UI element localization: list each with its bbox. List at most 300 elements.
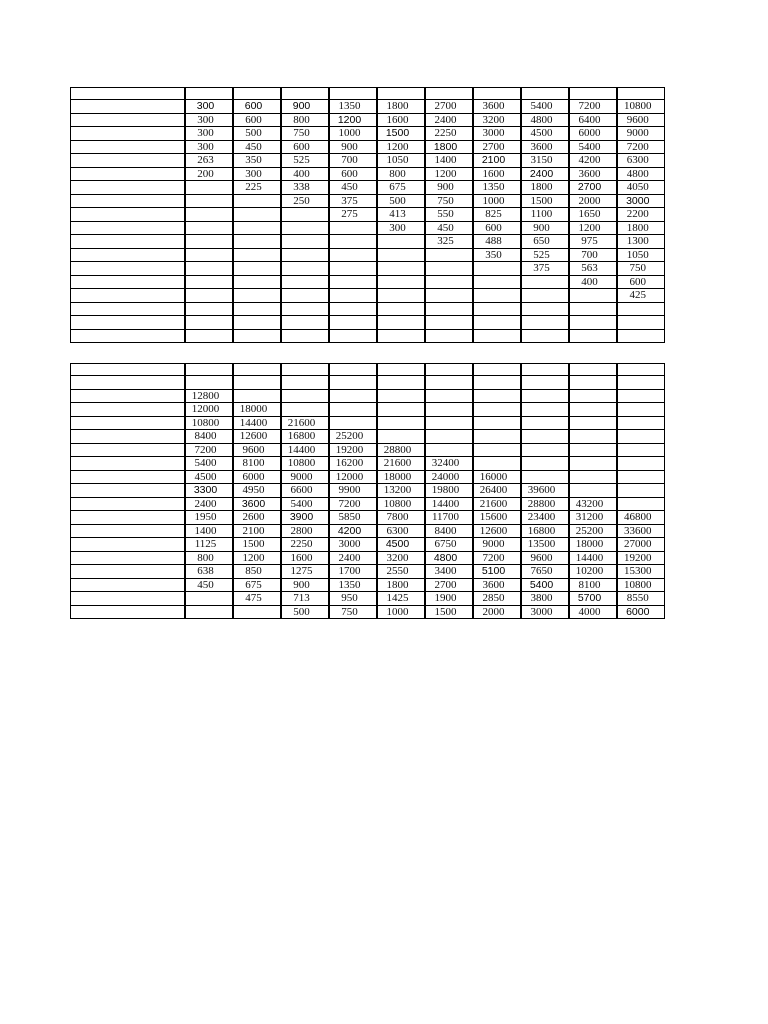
table-cell: [329, 364, 377, 376]
table-cell: [569, 316, 617, 330]
table-cell: [521, 316, 569, 330]
table-cell: 2400: [185, 497, 233, 511]
table-cell: [569, 416, 617, 430]
table-cell: [233, 376, 281, 390]
table-cell: [569, 443, 617, 457]
row-label-cell: [71, 511, 185, 525]
table-cell: [281, 316, 329, 330]
table-cell: 10800: [377, 497, 425, 511]
table-cell: 7200: [569, 100, 617, 114]
table-cell: 2400: [521, 167, 569, 181]
table-cell: [569, 376, 617, 390]
table-cell: 6750: [425, 538, 473, 552]
table-cell: [617, 403, 665, 417]
table-cell: 750: [329, 605, 377, 619]
table-cell: 375: [521, 262, 569, 276]
table-cell: [617, 470, 665, 484]
table-cell: 1400: [425, 154, 473, 168]
table-cell: 1000: [473, 194, 521, 208]
row-label-cell: [71, 443, 185, 457]
table-cell: 975: [569, 235, 617, 249]
table-cell: 4500: [377, 538, 425, 552]
table-cell: [425, 262, 473, 276]
table-row: [71, 376, 665, 390]
table-cell: 12000: [329, 470, 377, 484]
table-cell: 1350: [329, 100, 377, 114]
table-cell: 650: [521, 235, 569, 249]
table-cell: 5700: [569, 592, 617, 606]
table-cell: 750: [425, 194, 473, 208]
table-cell: 4800: [617, 167, 665, 181]
table-cell: [425, 302, 473, 316]
table-cell: 9600: [617, 113, 665, 127]
table-cell: 900: [281, 100, 329, 114]
table-cell: 3400: [425, 565, 473, 579]
table-cell: 8100: [569, 578, 617, 592]
table-cell: [569, 470, 617, 484]
table-cell: 21600: [473, 497, 521, 511]
row-label-cell: [71, 497, 185, 511]
table-cell: [521, 443, 569, 457]
table-cell: [281, 235, 329, 249]
row-label-cell: [71, 364, 185, 376]
table-cell: [329, 302, 377, 316]
table-cell: 675: [377, 181, 425, 195]
table-cell: [281, 88, 329, 100]
table-cell: 300: [185, 140, 233, 154]
table-cell: 450: [185, 578, 233, 592]
table-cell: 4800: [521, 113, 569, 127]
table-cell: 1600: [281, 551, 329, 565]
table-row: [71, 289, 665, 303]
table-cell: 9000: [473, 538, 521, 552]
table-row: [71, 221, 665, 235]
table-cell: 1500: [377, 127, 425, 141]
table-cell: [425, 329, 473, 343]
table-cell: 3000: [617, 194, 665, 208]
table-cell: [281, 289, 329, 303]
table-cell: 2200: [617, 208, 665, 222]
table-cell: 800: [281, 113, 329, 127]
table-cell: [233, 88, 281, 100]
table-cell: [281, 403, 329, 417]
table-cell: [185, 275, 233, 289]
table-row: [71, 154, 665, 168]
table-row: [71, 88, 665, 100]
table-row: [71, 140, 665, 154]
row-label-cell: [71, 592, 185, 606]
table-cell: 16200: [329, 457, 377, 471]
table-cell: [473, 443, 521, 457]
table-cell: 1950: [185, 511, 233, 525]
table-row: [71, 416, 665, 430]
table-cell: 16000: [473, 470, 521, 484]
table-cell: 7200: [329, 497, 377, 511]
table-cell: 2100: [473, 154, 521, 168]
table-cell: 4000: [569, 605, 617, 619]
table-cell: 8400: [425, 524, 473, 538]
table-cell: 800: [377, 167, 425, 181]
table-cell: 1800: [377, 578, 425, 592]
table-cell: [329, 235, 377, 249]
row-label-cell: [71, 484, 185, 498]
table-cell: [329, 221, 377, 235]
row-label-cell: [71, 113, 185, 127]
table-cell: 1000: [329, 127, 377, 141]
table-cell: [185, 262, 233, 276]
table-cell: [473, 430, 521, 444]
row-label-cell: [71, 248, 185, 262]
table-cell: 11700: [425, 511, 473, 525]
table-cell: 2700: [425, 578, 473, 592]
table-cell: 2250: [281, 538, 329, 552]
table-cell: [569, 364, 617, 376]
table-cell: 39600: [521, 484, 569, 498]
table-cell: 10800: [281, 457, 329, 471]
table-cell: 1900: [425, 592, 473, 606]
table-cell: 10800: [617, 578, 665, 592]
table-cell: 2700: [569, 181, 617, 195]
table-cell: 7200: [185, 443, 233, 457]
table-cell: [377, 248, 425, 262]
table-cell: 900: [329, 140, 377, 154]
table-row: [71, 208, 665, 222]
table-row: [71, 194, 665, 208]
table-cell: 13200: [377, 484, 425, 498]
table-cell: [617, 88, 665, 100]
table-cell: 500: [377, 194, 425, 208]
table-cell: [617, 484, 665, 498]
table-cell: 5400: [521, 578, 569, 592]
table-cell: 8550: [617, 592, 665, 606]
row-label-cell: [71, 430, 185, 444]
table-row: [71, 578, 665, 592]
table-row: [71, 235, 665, 249]
table-cell: 2100: [233, 524, 281, 538]
row-label-cell: [71, 329, 185, 343]
table-cell: [569, 329, 617, 343]
table-cell: [569, 403, 617, 417]
table-cell: 5850: [329, 511, 377, 525]
table-cell: [425, 88, 473, 100]
table-cell: 1650: [569, 208, 617, 222]
table-cell: [185, 605, 233, 619]
table-cell: [233, 364, 281, 376]
table-cell: 9600: [521, 551, 569, 565]
table-cell: 27000: [617, 538, 665, 552]
table-cell: 25200: [329, 430, 377, 444]
row-label-cell: [71, 235, 185, 249]
table-cell: 300: [233, 167, 281, 181]
table-cell: [425, 416, 473, 430]
table-cell: [185, 329, 233, 343]
table-cell: 4200: [329, 524, 377, 538]
table-cell: [617, 316, 665, 330]
table-cell: 1800: [425, 140, 473, 154]
row-label-cell: [71, 262, 185, 276]
table-cell: [473, 389, 521, 403]
table-cell: [521, 376, 569, 390]
table-cell: 600: [233, 100, 281, 114]
table-cell: 10200: [569, 565, 617, 579]
table-cell: 18000: [377, 470, 425, 484]
table-cell: 10800: [185, 416, 233, 430]
table-cell: 675: [233, 578, 281, 592]
table-cell: [521, 275, 569, 289]
table-cell: 43200: [569, 497, 617, 511]
row-label-cell: [71, 470, 185, 484]
table-cell: [521, 416, 569, 430]
row-label-cell: [71, 127, 185, 141]
table-cell: [281, 389, 329, 403]
table-cell: [473, 416, 521, 430]
table-cell: 600: [329, 167, 377, 181]
table-cell: 4200: [569, 154, 617, 168]
table-cell: 3300: [185, 484, 233, 498]
table-cell: 475: [233, 592, 281, 606]
table-cell: 2800: [281, 524, 329, 538]
table-cell: [473, 329, 521, 343]
table-cell: [425, 443, 473, 457]
table-row: [71, 524, 665, 538]
table-cell: [569, 289, 617, 303]
row-label-cell: [71, 221, 185, 235]
table-row: [71, 302, 665, 316]
row-label-cell: [71, 100, 185, 114]
table-cell: 3800: [521, 592, 569, 606]
table-cell: [473, 316, 521, 330]
table-cell: 1500: [425, 605, 473, 619]
table-cell: 1050: [377, 154, 425, 168]
table-cell: 5400: [569, 140, 617, 154]
table-cell: [377, 88, 425, 100]
table-cell: 800: [185, 551, 233, 565]
table-cell: [233, 275, 281, 289]
table-cell: 33600: [617, 524, 665, 538]
table-cell: 600: [281, 140, 329, 154]
table-cell: 1350: [473, 181, 521, 195]
table-cell: [617, 364, 665, 376]
table-cell: [281, 221, 329, 235]
table-cell: 14400: [425, 497, 473, 511]
table-cell: [377, 403, 425, 417]
table-cell: 6000: [617, 605, 665, 619]
table-cell: [233, 221, 281, 235]
table-row: [71, 329, 665, 343]
table-row: [71, 100, 665, 114]
table-cell: [521, 457, 569, 471]
table-cell: [521, 364, 569, 376]
table-cell: [233, 605, 281, 619]
table-cell: 6400: [569, 113, 617, 127]
row-label-cell: [71, 389, 185, 403]
table-cell: [233, 289, 281, 303]
table-cell: [473, 376, 521, 390]
table-cell: 26400: [473, 484, 521, 498]
table-cell: 300: [377, 221, 425, 235]
table-cell: 375: [329, 194, 377, 208]
table-cell: 1600: [377, 113, 425, 127]
table-cell: 600: [617, 275, 665, 289]
row-label-cell: [71, 181, 185, 195]
table-cell: 18000: [569, 538, 617, 552]
table-cell: [425, 403, 473, 417]
table-cell: 3600: [473, 100, 521, 114]
table-cell: 413: [377, 208, 425, 222]
row-label-cell: [71, 167, 185, 181]
table-cell: [473, 289, 521, 303]
table-cell: 2400: [425, 113, 473, 127]
table-cell: [617, 329, 665, 343]
table-cell: 2850: [473, 592, 521, 606]
table-cell: 1275: [281, 565, 329, 579]
table-cell: [329, 389, 377, 403]
table-cell: 3000: [329, 538, 377, 552]
table-cell: 21600: [281, 416, 329, 430]
table-cell: 450: [233, 140, 281, 154]
table-cell: 250: [281, 194, 329, 208]
table-cell: [473, 457, 521, 471]
table-cell: 1500: [233, 538, 281, 552]
table-cell: [569, 302, 617, 316]
table-cell: 15300: [617, 565, 665, 579]
table-cell: [233, 194, 281, 208]
table-cell: [617, 376, 665, 390]
table-cell: 13500: [521, 538, 569, 552]
table-cell: 16800: [281, 430, 329, 444]
table-cell: 700: [569, 248, 617, 262]
table-row: [71, 605, 665, 619]
table-cell: [521, 329, 569, 343]
table-cell: [185, 194, 233, 208]
table-cell: 2700: [425, 100, 473, 114]
table-cell: [425, 289, 473, 303]
table-cell: [281, 208, 329, 222]
table-cell: 450: [425, 221, 473, 235]
table-cell: 8100: [233, 457, 281, 471]
table-cell: 500: [281, 605, 329, 619]
table-cell: 7800: [377, 511, 425, 525]
table-cell: 600: [473, 221, 521, 235]
table-cell: [185, 235, 233, 249]
table-cell: [617, 443, 665, 457]
table-row: [71, 403, 665, 417]
table-cell: 3600: [569, 167, 617, 181]
row-label-cell: [71, 140, 185, 154]
table-row: [71, 565, 665, 579]
table-cell: [233, 248, 281, 262]
table-cell: 350: [473, 248, 521, 262]
table-cell: 3600: [473, 578, 521, 592]
table-cell: 825: [473, 208, 521, 222]
table-cell: [521, 389, 569, 403]
table-cell: 2250: [425, 127, 473, 141]
table-cell: [425, 376, 473, 390]
table-cell: [329, 316, 377, 330]
table-row: [71, 248, 665, 262]
table-cell: [377, 416, 425, 430]
table-cell: 750: [617, 262, 665, 276]
table-cell: 1200: [569, 221, 617, 235]
table-cell: 1200: [233, 551, 281, 565]
table-cell: 1425: [377, 592, 425, 606]
table-cell: 32400: [425, 457, 473, 471]
table-cell: 3150: [521, 154, 569, 168]
table-cell: 3900: [281, 511, 329, 525]
table-cell: [521, 403, 569, 417]
table-cell: 400: [569, 275, 617, 289]
table-cell: [377, 329, 425, 343]
table-cell: [425, 275, 473, 289]
table-cell: [569, 88, 617, 100]
table-row: [71, 127, 665, 141]
table-cell: 5400: [185, 457, 233, 471]
table-cell: 4800: [425, 551, 473, 565]
table-row: [71, 538, 665, 552]
table-row: [71, 275, 665, 289]
table-cell: 19200: [329, 443, 377, 457]
table-cell: 3000: [521, 605, 569, 619]
table-cell: [233, 208, 281, 222]
table-row: [71, 262, 665, 276]
table-cell: [185, 316, 233, 330]
row-label-cell: [71, 154, 185, 168]
table-cell: 16800: [521, 524, 569, 538]
table-cell: 12600: [233, 430, 281, 444]
table-cell: 3600: [233, 497, 281, 511]
table-cell: 563: [569, 262, 617, 276]
table-cell: [233, 235, 281, 249]
table-cell: [233, 389, 281, 403]
table-cell: 525: [281, 154, 329, 168]
table-cell: [377, 275, 425, 289]
table-cell: 6300: [617, 154, 665, 168]
pricing-grid-table-1: [70, 87, 665, 343]
table-cell: [185, 181, 233, 195]
row-label-cell: [71, 538, 185, 552]
table-cell: [521, 289, 569, 303]
table-cell: 2600: [233, 511, 281, 525]
table-cell: 6000: [233, 470, 281, 484]
row-label-cell: [71, 457, 185, 471]
table-cell: 21600: [377, 457, 425, 471]
table-cell: 8400: [185, 430, 233, 444]
table-cell: 7650: [521, 565, 569, 579]
table-cell: [329, 275, 377, 289]
table-cell: [425, 430, 473, 444]
table-cell: 1800: [521, 181, 569, 195]
table-cell: [521, 430, 569, 444]
table-cell: 1800: [377, 100, 425, 114]
table-cell: [329, 262, 377, 276]
table-cell: 14400: [569, 551, 617, 565]
table-cell: 300: [185, 113, 233, 127]
table-cell: [185, 88, 233, 100]
table-cell: 18000: [233, 403, 281, 417]
table-cell: [473, 262, 521, 276]
table-row: [71, 592, 665, 606]
table-cell: 350: [233, 154, 281, 168]
pricing-grid-table-2: [70, 363, 665, 619]
table-cell: [473, 364, 521, 376]
table-cell: 1400: [185, 524, 233, 538]
table-cell: 1200: [329, 113, 377, 127]
table-cell: [521, 470, 569, 484]
table-cell: [569, 484, 617, 498]
row-label-cell: [71, 88, 185, 100]
table-cell: [425, 364, 473, 376]
table-cell: 638: [185, 565, 233, 579]
